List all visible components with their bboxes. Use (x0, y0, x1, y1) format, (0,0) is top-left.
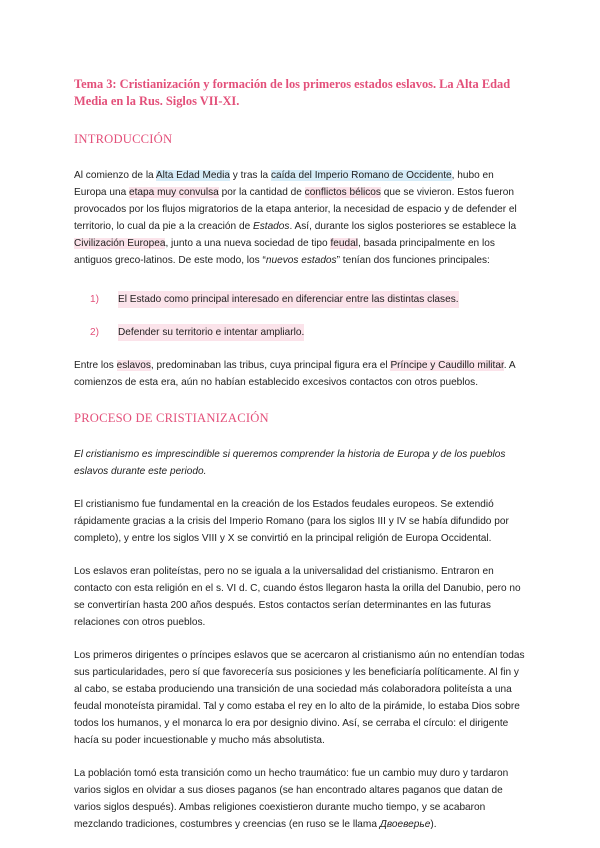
text-run: ). (430, 819, 437, 830)
highlight-eslavos: eslavos (116, 360, 151, 371)
text-run: ” tenían dos funciones principales: (336, 255, 490, 266)
text-run: que se vivieron. Estos fueron provocados por los flujos migratorios de la etapa anterior, la necesidad de espacio y de defender el territorio, lo cual da pie a la creación de (74, 187, 517, 232)
highlight-feudal: feudal (330, 238, 358, 249)
italic-nuevos-estados: nuevos estados (265, 255, 337, 266)
text-run: La población tomó esta transición como un hecho traumático: fue un cambio muy duro y tardaron varios siglos en olvidar a sus dioses paganos (se han encontrado altares paganos que datan de varios siglos después). Ambas religiones coexistieron durante mucho tiempo, y se acabaron mezclando tradiciones, costumbres y creencias (en ruso se le llama (74, 768, 509, 830)
document-title: Tema 3: Cristianización y formación de los primeros estados eslavos. La Alta Edad Media en la Rus. Siglos VII-XI. (74, 77, 511, 108)
quote-paragraph: El cristianismo es imprescindible si queremos comprender la historia de Europa y de los pueblos eslavos durante este periodo. (74, 449, 506, 477)
section-heading-cristianizacion: PROCESO DE CRISTIANIZACIÓN (74, 411, 269, 425)
intro-paragraph (74, 167, 526, 269)
text-run: , hubo en Europa una (74, 170, 494, 198)
list-number: 2) (90, 327, 99, 338)
list-item (90, 324, 526, 341)
text-run: , junto a una nueva sociedad de tipo (165, 238, 331, 249)
italic-dvoeverie: Двоеверье (379, 819, 431, 830)
functions-list (74, 291, 526, 341)
text-run: y tras la (230, 170, 271, 181)
highlight-etapa-convulsa: etapa muy convulsa (129, 187, 219, 198)
text-run: . A comienzos de esta era, aún no habían establecido excesivos contactos con otros pueblos. (74, 360, 516, 388)
text-run: , predominaban las tribus, cuya principal figura era el (150, 360, 391, 371)
body-paragraph-4 (74, 765, 526, 833)
highlight-conflictos-belicos: conflictos bélicos (304, 187, 381, 198)
italic-estados: Estados (252, 221, 290, 232)
highlight-alta-edad-media: Alta Edad Media (155, 170, 230, 181)
eslavos-paragraph (74, 357, 526, 391)
text-run: , basada principalmente en los antiguos greco-latinos. De este modo, los “ (74, 238, 495, 266)
list-item (90, 291, 526, 308)
list-number: 1) (90, 294, 99, 305)
body-paragraph-1: El cristianismo fue fundamental en la creación de los Estados feudales europeos. Se extendió rápidamente gracias a la crisis del Imperio Romano (para los siglos III y IV se había difundido por completo), y entre los siglos VIII y X se convirtió en la principal religión de Europa Occidental. (74, 499, 509, 544)
list-item-text: Defender su territorio e intentar ampliarlo. (118, 324, 304, 341)
highlight-caida-imperio: caída del Imperio Romano de Occidente (270, 170, 452, 181)
text-run: Entre los (74, 360, 117, 371)
highlight-civilizacion-europea: Civilización Europea (74, 238, 166, 249)
section-heading-introduccion: INTRODUCCIÓN (74, 132, 173, 146)
list-item-text: El Estado como principal interesado en diferenciar entre las distintas clases. (118, 291, 459, 308)
highlight-principe-caudillo: Príncipe y Caudillo militar (390, 360, 504, 371)
text-run: Al comienzo de la (74, 170, 156, 181)
text-run: . Así, durante los siglos posteriores se establece la (289, 221, 517, 232)
body-paragraph-3: Los primeros dirigentes o príncipes eslavos que se acercaron al cristianismo aún no entendían todas sus particularidades, pero sí que favorecería sus posiciones y les beneficiaría políticamente. Al fin y al cabo, se estaba produciendo una transición de una sociedad más colaboradora politeísta a una feudal monoteísta piramidal. Tal y como estaba el rey en lo alto de la pirámide, lo estaba Dios sobre todos los humanos, y el monarca lo era por designio divino. Así, se cerraba el círculo: el dirigente hacía su poder incuestionable y mucho más absolutista. (74, 650, 525, 746)
body-paragraph-2: Los eslavos eran politeístas, pero no se iguala a la universalidad del cristianismo. Entraron en contacto con esta religión en el s. VI d. C, cuando éstos llegaron hasta la orilla del Danubio, pero no se convertirían hasta 200 años después. Estos contactos serían determinantes en las futuras relaciones con otros pueblos. (74, 566, 521, 628)
text-run: por la cantidad de (218, 187, 305, 198)
